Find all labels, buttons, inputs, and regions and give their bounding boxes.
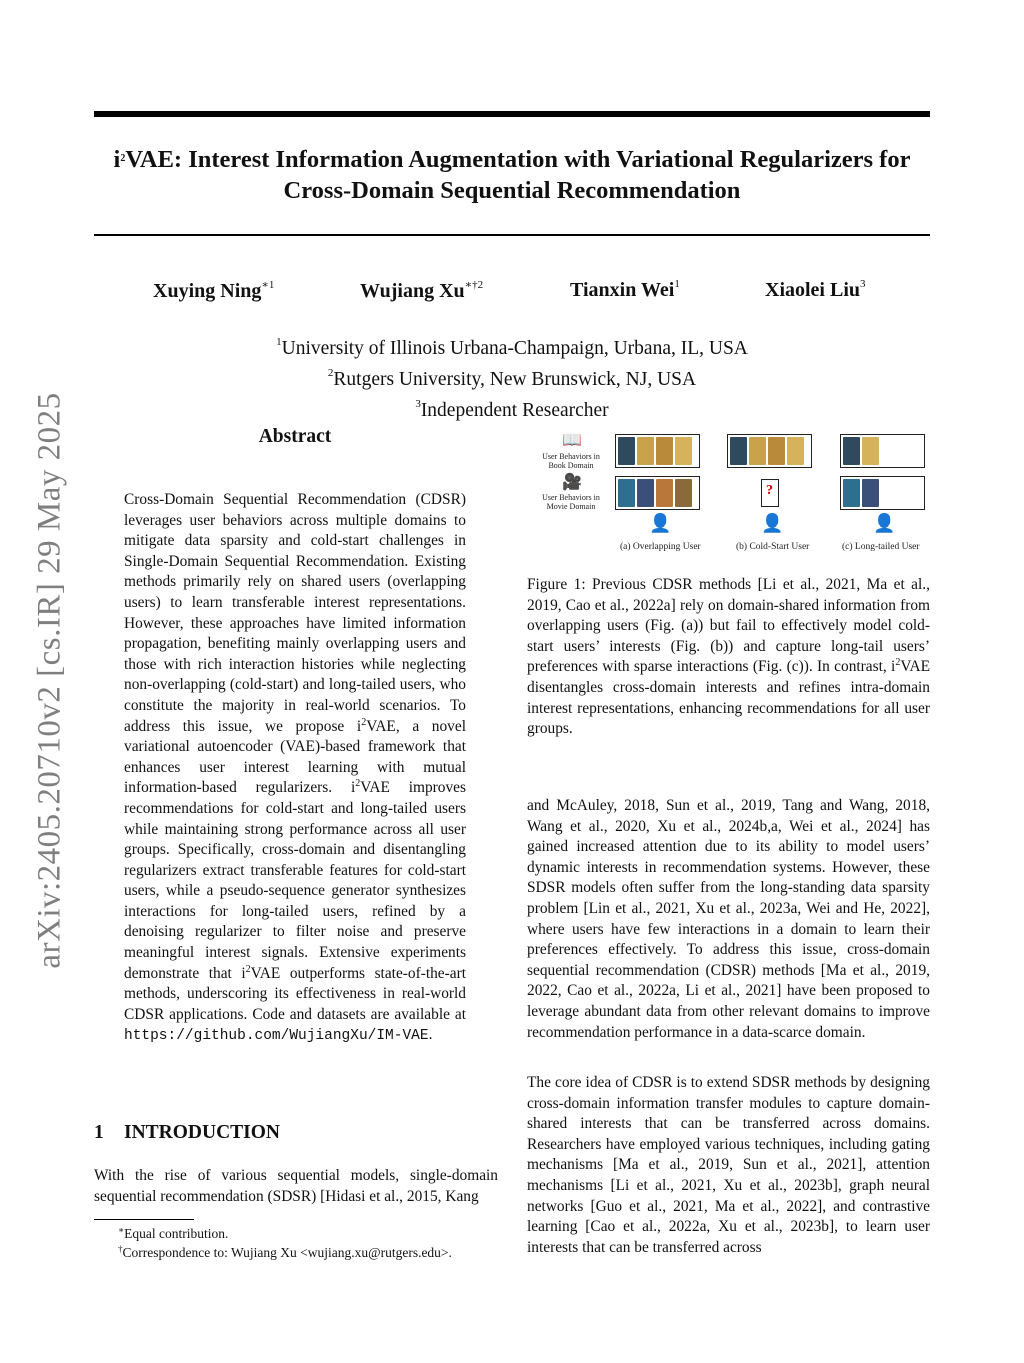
figure-1-caption: Figure 1: Previous CDSR methods [Li et al., 2021, Ma et al., 2019, Cao et al., 2022a] rely on domain-shared information from overlapping users (Fig. (a)) but fail to effectively model cold-start users’ interests (Fig. (b)) and capture long-tail users’ preferences with sparse interactions (Fig. (c)). In contrast, $i^2VAE$ disentangles cross-domain interests and refines intra-domain interest representations, enhancing recommendations for all user groups. (527, 576, 930, 738)
arxiv-id-text: arXiv:2405.20710v2 [cs.IR] 29 May 2025 (31, 391, 68, 969)
panel-a-movie-row (615, 476, 700, 510)
unknown-mark: ? (766, 483, 773, 498)
arxiv-identifier (30, 370, 70, 990)
abstract-heading: Abstract (258, 426, 332, 447)
panel-b-book-row (727, 434, 812, 468)
cold-start-user-avatar: 👤 (761, 513, 784, 534)
panel-a-caption: (a) Overlapping User (620, 542, 701, 552)
panel-b-caption: (b) Cold-Start User (736, 542, 810, 552)
overlapping-user-avatar: 👤 (649, 513, 672, 534)
footnote-rule (94, 1219, 194, 1220)
title-rule (94, 234, 930, 236)
book-icon: 📖 (562, 430, 582, 449)
panel-a-book-row (615, 434, 700, 468)
title-line-1: $i^2VAE$: Interest Information Augmentation with Variational Regularizers for (113, 146, 911, 173)
footnote-correspondence: †Correspondence to: Wujiang Xu <wujiang.xu@rutgers.edu>. (118, 1244, 452, 1260)
abstract-body: Cross-Domain Sequential Recommendation (CDSR) leverages user behaviors across multiple domains to mitigate data sparsity and cold-start challenges in Single-Domain Sequential Recommendation. Existing methods primarily rely on shared users (overlapping users) to learn transferable interest representations. However, these approaches have limited information propagation, benefiting mainly overlapping users and those with rich interaction histories while neglecting non-overlapping (cold-start) and long-tailed users, who constitute the majority in real-world scenarios. To address this issue, we propose $i^2VAE$, a novel variational autoencoder (VAE)-based framework that enhances user interest learning with mutual information-based regularizers. $i^2VAE$ improves recommendations for cold-start and long-tailed users while maintaining strong performance across all user groups. Specifically, cross-domain and disentangling regularizers extract transferable features for cold-start users, while a pseudo-sequence generator synthesizes interactions for long-tailed users, refined by a denoising regularizer to filter noise and preserve meaningful interest signals. Extensive experiments demonstrate that $i^2VAE$ outperforms state-of-the-art methods, underscoring its effectiveness in real-world CDSR applications. Code and datasets are available at https://github.com/WujiangXu/IM-VAE. (124, 491, 467, 1045)
intro-paragraph: With the rise of various sequential models, single-domain sequential recommendation (SDSR) [Hidasi et al., 2015, Kang (94, 1167, 498, 1205)
author-4: Xiaolei Liu$^3$ (765, 278, 866, 301)
right-paragraph-1: and McAuley, 2018, Sun et al., 2019, Tang and Wang, 2018, Wang et al., 2020, Xu et al., 2024b,a, Wei et al., 2024] has gained increased attention due to its ability to model users’ dynamic interests in recommendation systems. However, these SDSR models often suffer from the long-standing data sparsity problem [Lin et al., 2021, Xu et al., 2023a, Wei and He, 2022], where users have few interactions in a domain to learn their preferences effectively. To address this issue, cross-domain sequential recommendation (CDSR) methods [Ma et al., 2019, 2022, Cao et al., 2022a, Li et al., 2021] have been proposed to leverage abundant data from other relevant domains to improve recommendation performance in a data-scarce domain. (527, 797, 930, 1041)
affiliation-2: $^2$Rutgers University, New Brunswick, NJ, USA (327, 367, 697, 390)
figure-1 (540, 430, 930, 560)
paper-title (94, 144, 930, 206)
movie-camera-icon: 🎥 (562, 472, 582, 491)
author-2: Wujiang $Xu^{∗\dagger 2}$ (360, 279, 484, 302)
author-1: Xuying Ning$^{∗1}$ (153, 279, 275, 302)
panel-c-caption: (c) Long-tailed User (842, 542, 920, 552)
author-3: Tianxin Wei$^1$ (570, 278, 680, 301)
affiliation-1: $^1$University of Illinois Urbana-Champaign, Urbana, IL, USA (276, 336, 748, 359)
section-heading-introduction: 1 INTRODUCTION (94, 1122, 281, 1143)
affiliation-3: $^3$Independent Researcher (415, 398, 609, 421)
long-tailed-user-avatar: 👤 (873, 513, 896, 534)
panel-c-book-row (840, 434, 925, 468)
panel-c-movie-row (840, 476, 925, 510)
movie-domain-label: User Behaviors in Movie Domain (542, 493, 600, 511)
title-line-2: Cross-Domain Sequential Recommendation (283, 177, 741, 204)
top-rule (94, 111, 930, 117)
book-domain-label: User Behaviors in Book Domain (542, 452, 600, 470)
code-link[interactable]: https://github.com/WujiangXu/IM-VAE (124, 1028, 429, 1045)
footnote-equal-contribution: ∗Equal contribution. (118, 1225, 229, 1241)
right-paragraph-2: The core idea of CDSR is to extend SDSR methods by designing cross-domain information transfer modules to capture domain-shared interests that can be transferred across domains. Researchers have employed various techniques, including gating mechanisms [Ma et al., 2019, Sun et al., 2021], attention mechanisms [Li et al., 2021, Xu et al., 2023b], graph neural networks [Guo et al., 2021, Ma et al., 2022], and contrastive learning [Cao et al., 2022a, Xu et al., 2023b], to learn user interests that can be transferred across (527, 1074, 930, 1256)
